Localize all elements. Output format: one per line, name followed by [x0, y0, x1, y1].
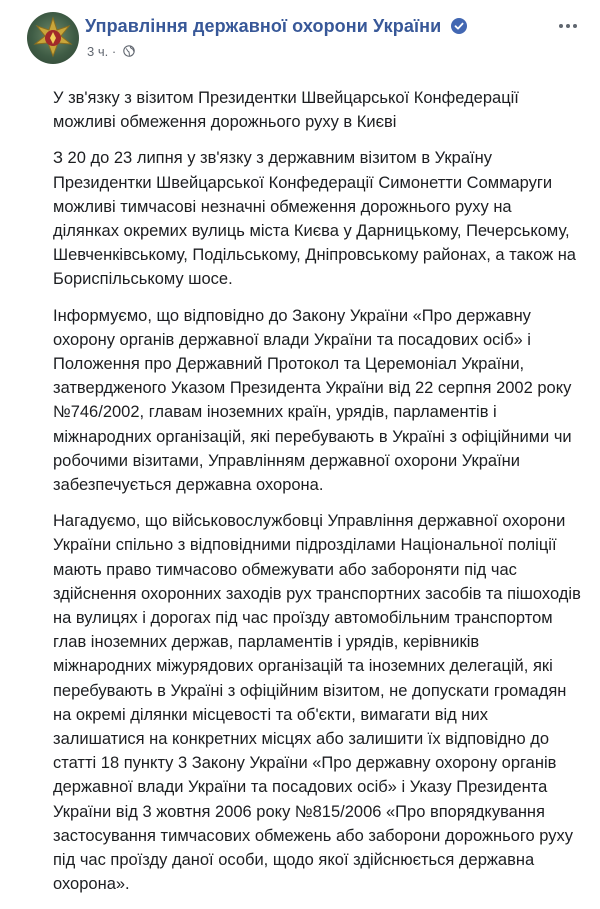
paragraph-line: Президентки Швейцарської Конфедерації Симонетти Соммаруги — [53, 173, 553, 192]
post-meta — [87, 44, 135, 59]
paragraph-line: глав іноземних держав, парламентів і урядів, керівників — [53, 633, 480, 652]
paragraph-line: можливі обмеження дорожнього руху в Києві — [53, 113, 397, 132]
post-paragraph — [53, 146, 588, 291]
post-paragraph — [53, 509, 588, 896]
paragraph-line: під час проїзду даної особи, щодо якої здійснюється державна — [53, 851, 535, 870]
paragraph-line: Шевченківському, Подільському, Дніпровському районах, а також на — [53, 246, 576, 265]
paragraph-line: охорона». — [53, 875, 130, 894]
post-body — [53, 86, 588, 909]
paragraph-line: можливі тимчасові незначні обмеження дорожнього руху на — [53, 197, 512, 216]
paragraph-line: забезпечується державна охорона. — [53, 476, 324, 495]
paragraph-line: робочими візитами, Управлінням державної охорони України — [53, 451, 521, 470]
paragraph-line: України від 3 жовтня 2006 року №815/2006 «Про впорядкування — [53, 802, 545, 821]
paragraph-line: міжнародних організацій, які перебувають в Україні з офіційними чи — [53, 427, 572, 446]
paragraph-line: застосування тимчасових обмежень або заборони дорожнього руху — [53, 826, 574, 845]
paragraph-line: З 20 до 23 липня у зв'язку з державним візитом в Україну — [53, 149, 492, 168]
verified-badge-icon — [451, 18, 467, 34]
paragraph-line: на окремі ділянки місцевості та об'єкти, вимагати від них — [53, 705, 488, 724]
paragraph-line: перебувають в Україні з офіційним візитом, не допускати громадян — [53, 681, 567, 700]
emblem-icon — [27, 12, 79, 64]
paragraph-line: охорону органів державної влади України та посадових осіб» і — [53, 330, 531, 349]
meta-separator: · — [111, 44, 117, 59]
paragraph-line: У зв'язку з візитом Президентки Швейцарської Конфедерації — [53, 89, 519, 107]
globe-icon[interactable] — [123, 45, 135, 57]
page-avatar[interactable] — [27, 12, 79, 64]
page-name-link[interactable] — [85, 16, 467, 37]
paragraph-line: мають право тимчасово обмежувати або забороняти під час — [53, 560, 517, 579]
paragraph-line: Бориспільському шосе. — [53, 270, 233, 289]
more-options-icon[interactable] — [556, 18, 580, 34]
paragraph-line: затвердженого Указом Президента України від 22 серпня 2002 року — [53, 379, 572, 398]
post-paragraph — [53, 86, 588, 134]
paragraph-line: міжнародних міжурядових організацій та іноземних делегацій, які — [53, 657, 553, 676]
paragraph-line: державної влади України та посадових осіб» і Указу Президента — [53, 778, 548, 797]
paragraph-line: статті 18 пункту 3 Закону України «Про державну охорону органів — [53, 754, 557, 773]
post-paragraph — [53, 304, 588, 498]
paragraph-line: ділянках окремих вулиць міста Києва у Дарницькому, Печерському, — [53, 222, 570, 241]
page-name-text[interactable]: Управління державної охорони України — [85, 16, 442, 36]
paragraph-line: здійснення охоронних заходів рух транспортних засобів та пішоходів — [53, 584, 581, 603]
paragraph-line: на вулицях і дорогах під час проїзду автомобільним транспортом — [53, 609, 553, 628]
post-timestamp[interactable]: 3 ч. — [87, 44, 109, 59]
post-header — [27, 12, 580, 72]
paragraph-line: України спільно з відповідними підрозділами Національної поліції — [53, 536, 557, 555]
paragraph-line: Положення про Державний Протокол та Церемоніал України, — [53, 355, 525, 374]
paragraph-line: №746/2002, главам іноземних країн, урядів, парламентів і — [53, 403, 497, 422]
paragraph-line: Інформуємо, що відповідно до Закону України «Про державну — [53, 306, 531, 325]
paragraph-line: залишатися на конкретних місцях або залишити їх відповідно до — [53, 730, 550, 749]
paragraph-line: Нагадуємо, що військовослужбовці Управління державної охорони — [53, 512, 566, 531]
